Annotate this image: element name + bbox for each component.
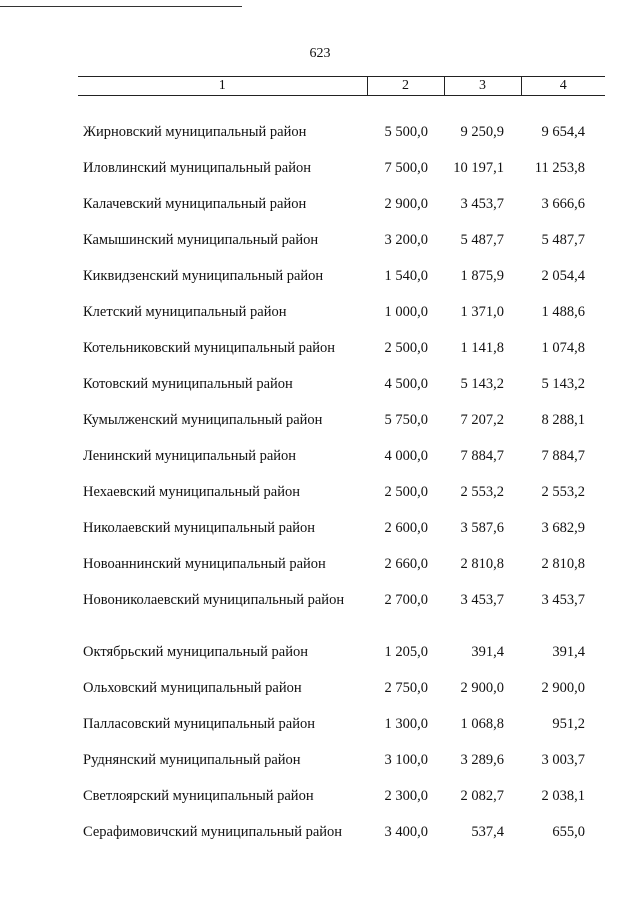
district-name: Новониколаевский муниципальный район bbox=[83, 592, 345, 608]
value-col-2: 2 300,0 bbox=[384, 788, 428, 804]
value-col-2: 7 500,0 bbox=[384, 160, 428, 176]
value-col-3: 2 900,0 bbox=[460, 680, 504, 696]
value-col-3: 3 587,6 bbox=[460, 520, 504, 536]
value-col-3: 391,4 bbox=[471, 644, 504, 660]
table-row bbox=[78, 519, 605, 555]
value-col-3: 2 082,7 bbox=[460, 788, 504, 804]
table-row bbox=[78, 411, 605, 447]
value-col-2: 2 750,0 bbox=[384, 680, 428, 696]
value-col-4: 3 453,7 bbox=[541, 592, 585, 608]
value-col-2: 3 200,0 bbox=[384, 232, 428, 248]
value-col-2: 1 205,0 bbox=[384, 644, 428, 660]
value-col-4: 1 074,8 bbox=[541, 340, 585, 356]
table-row bbox=[78, 715, 605, 751]
district-name: Кумылженский муниципальный район bbox=[83, 412, 323, 428]
value-col-3: 1 875,9 bbox=[460, 268, 504, 284]
value-col-4: 2 900,0 bbox=[541, 680, 585, 696]
value-col-4: 391,4 bbox=[552, 644, 585, 660]
value-col-2: 2 600,0 bbox=[384, 520, 428, 536]
value-col-3: 1 141,8 bbox=[460, 340, 504, 356]
district-name: Камышинский муниципальный район bbox=[83, 232, 319, 248]
district-name: Октябрьский муниципальный район bbox=[83, 644, 308, 660]
value-col-3: 537,4 bbox=[471, 824, 504, 840]
value-col-2: 2 500,0 bbox=[384, 484, 428, 500]
district-name: Иловлинский муниципальный район bbox=[83, 160, 311, 176]
district-name: Руднянский муниципальный район bbox=[83, 752, 301, 768]
value-col-2: 5 750,0 bbox=[384, 412, 428, 428]
value-col-3: 3 289,6 bbox=[460, 752, 504, 768]
column-header-2: 2 bbox=[367, 77, 444, 96]
district-name: Ольховский муниципальный район bbox=[83, 680, 302, 696]
value-col-2: 3 400,0 bbox=[384, 824, 428, 840]
district-name: Николаевский муниципальный район bbox=[83, 520, 316, 536]
table-row bbox=[78, 591, 605, 643]
district-name: Калачевский муниципальный район bbox=[83, 196, 307, 212]
value-col-4: 1 488,6 bbox=[541, 304, 585, 320]
value-col-3: 1 068,8 bbox=[460, 716, 504, 732]
value-col-4: 3 003,7 bbox=[541, 752, 585, 768]
value-col-3: 5 143,2 bbox=[460, 376, 504, 392]
value-col-2: 2 660,0 bbox=[384, 556, 428, 572]
district-name: Котовский муниципальный район bbox=[83, 376, 293, 392]
value-col-3: 1 371,0 bbox=[460, 304, 504, 320]
value-col-3: 7 884,7 bbox=[460, 448, 504, 464]
value-col-3: 7 207,2 bbox=[460, 412, 504, 428]
district-name: Котельниковский муниципальный район bbox=[83, 340, 336, 356]
value-col-2: 1 300,0 bbox=[384, 716, 428, 732]
value-col-4: 8 288,1 bbox=[541, 412, 585, 428]
value-col-3: 3 453,7 bbox=[460, 592, 504, 608]
district-name: Новоаннинский муниципальный район bbox=[83, 556, 326, 572]
value-col-2: 4 000,0 bbox=[384, 448, 428, 464]
value-col-4: 655,0 bbox=[552, 824, 585, 840]
table-row bbox=[78, 787, 605, 823]
value-col-3: 10 197,1 bbox=[453, 160, 504, 176]
value-col-4: 3 682,9 bbox=[541, 520, 585, 536]
table-row bbox=[78, 751, 605, 787]
table-row bbox=[78, 159, 605, 195]
budget-table bbox=[78, 76, 605, 859]
district-name: Светлоярский муниципальный район bbox=[83, 788, 314, 804]
district-name: Киквидзенский муниципальный район bbox=[83, 268, 324, 284]
table-row bbox=[78, 375, 605, 411]
value-col-4: 951,2 bbox=[552, 716, 585, 732]
district-name: Серафимовичский муниципальный район bbox=[83, 824, 343, 840]
district-name: Палласовский муниципальный район bbox=[83, 716, 315, 732]
header-row bbox=[78, 77, 605, 96]
district-name: Клетский муниципальный район bbox=[83, 304, 287, 320]
value-col-4: 5 487,7 bbox=[541, 232, 585, 248]
value-col-4: 2 810,8 bbox=[541, 556, 585, 572]
value-col-4: 3 666,6 bbox=[541, 196, 585, 212]
column-header-4: 4 bbox=[521, 77, 605, 96]
district-name: Жирновский муниципальный район bbox=[83, 124, 307, 140]
spacer-row bbox=[78, 96, 605, 124]
value-col-2: 2 900,0 bbox=[384, 196, 428, 212]
value-col-2: 2 700,0 bbox=[384, 592, 428, 608]
table-row bbox=[78, 231, 605, 267]
table-body bbox=[78, 96, 605, 860]
table-row bbox=[78, 679, 605, 715]
page-number: 623 bbox=[309, 46, 331, 61]
table-row bbox=[78, 823, 605, 859]
table-row bbox=[78, 339, 605, 375]
column-header-3: 3 bbox=[444, 77, 521, 96]
value-col-3: 2 553,2 bbox=[460, 484, 504, 500]
value-col-4: 9 654,4 bbox=[541, 124, 585, 140]
value-col-2: 3 100,0 bbox=[384, 752, 428, 768]
value-col-3: 9 250,9 bbox=[460, 124, 504, 140]
value-col-2: 1 000,0 bbox=[384, 304, 428, 320]
value-col-4: 2 054,4 bbox=[541, 268, 585, 284]
value-col-4: 2 553,2 bbox=[541, 484, 585, 500]
value-col-2: 2 500,0 bbox=[384, 340, 428, 356]
value-col-2: 1 540,0 bbox=[384, 268, 428, 284]
top-rule bbox=[0, 6, 242, 7]
table-row bbox=[78, 123, 605, 159]
value-col-2: 4 500,0 bbox=[384, 376, 428, 392]
district-name: Ленинский муниципальный район bbox=[83, 448, 297, 464]
value-col-4: 2 038,1 bbox=[541, 788, 585, 804]
table-row bbox=[78, 303, 605, 339]
table-row bbox=[78, 555, 605, 591]
district-name: Нехаевский муниципальный район bbox=[83, 484, 301, 500]
table-row bbox=[78, 195, 605, 231]
value-col-2: 5 500,0 bbox=[384, 124, 428, 140]
value-col-3: 2 810,8 bbox=[460, 556, 504, 572]
value-col-4: 7 884,7 bbox=[541, 448, 585, 464]
value-col-4: 11 253,8 bbox=[534, 160, 585, 176]
table-row bbox=[78, 267, 605, 303]
table-row bbox=[78, 483, 605, 519]
column-header-1: 1 bbox=[78, 77, 367, 96]
value-col-4: 5 143,2 bbox=[541, 376, 585, 392]
table-row bbox=[78, 447, 605, 483]
value-col-3: 3 453,7 bbox=[460, 196, 504, 212]
value-col-3: 5 487,7 bbox=[460, 232, 504, 248]
table-row bbox=[78, 643, 605, 679]
